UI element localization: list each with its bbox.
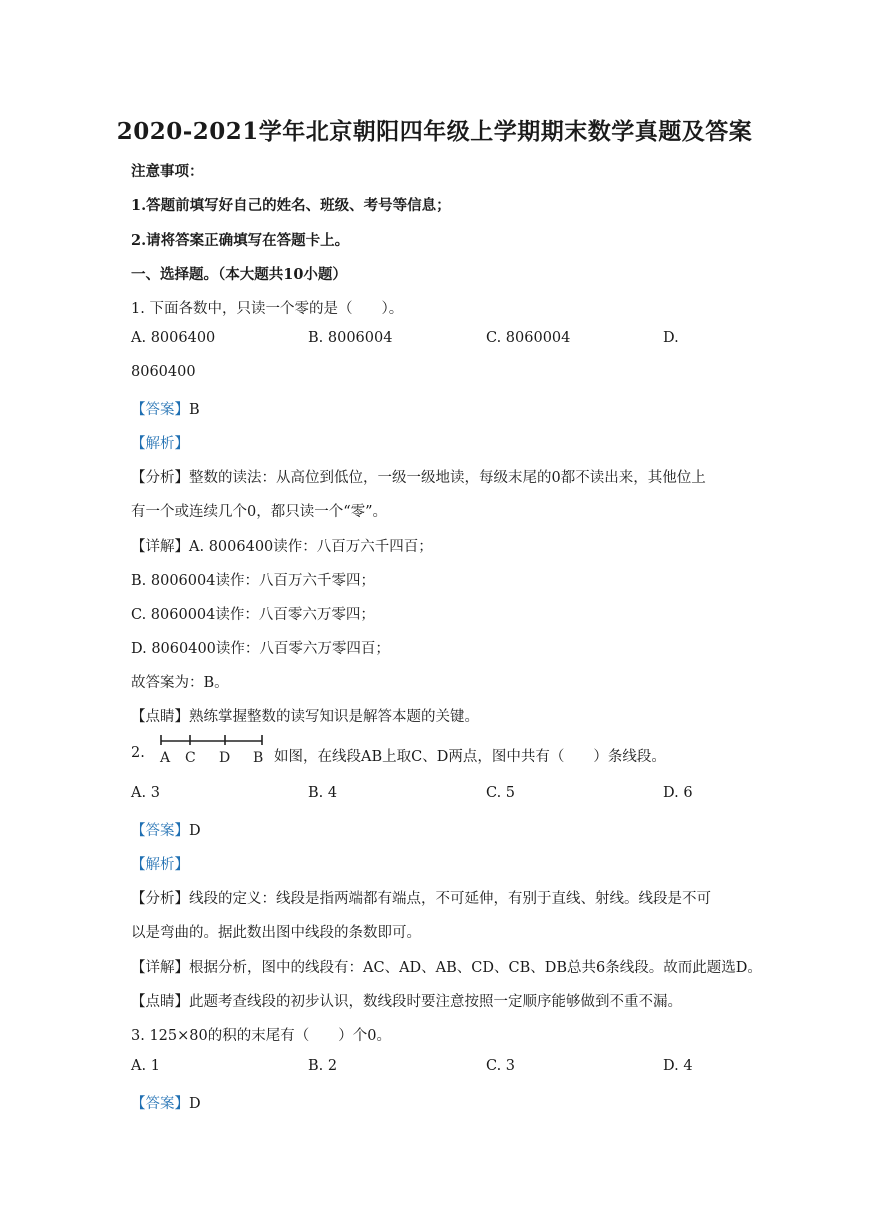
point-label-c: C — [185, 750, 196, 766]
answer-tag: 【答案】 — [131, 1096, 189, 1112]
q2-analysis-line-2: 以是弯曲的。据此数出图中线段的条数即可。 — [131, 925, 421, 941]
page-title: 2020-2021学年北京朝阳四年级上学期期末数学真题及答案 — [116, 118, 753, 145]
q3-answer — [131, 1092, 201, 1113]
q2-detail — [131, 956, 762, 977]
fenxi-text: 线段的定义：线段是指两端都有端点，不可延伸，有别于直线、射线。线段是不可 — [189, 891, 711, 907]
q1-detail-line-3: C. 8060004读作：八百零六万零四； — [131, 607, 375, 623]
q1-option-b: B. 8006004 — [308, 330, 393, 346]
q1-detail-line-2: B. 8006004读作：八百万六千零四； — [131, 573, 375, 589]
q3-option-a: A. 1 — [131, 1058, 160, 1074]
dianjing-text: 熟练掌握整数的读写知识是解答本题的关键。 — [189, 709, 479, 725]
q1-stem: 1. 下面各数中，只读一个零的是（ ）。 — [131, 301, 404, 317]
q2-number: 2. — [131, 745, 145, 761]
line-segment-figure — [158, 735, 268, 767]
xiangjie-text: 根据分析，图中的线段有：AC、AD、AB、CD、CB、DB总共6条线段。故而此题选D。 — [189, 960, 762, 976]
answer-tag: 【答案】 — [131, 823, 189, 839]
fenxi-text: 整数的读法：从高位到低位，一级一级地读，每级末尾的0都不读出来，其他位上 — [189, 470, 706, 486]
q3-option-b: B. 2 — [308, 1058, 338, 1074]
q1-option-d-value: 8060400 — [131, 364, 196, 380]
q2-option-b: B. 4 — [308, 785, 338, 801]
notice-item-2: 2.请将答案正确填写在答题卡上。 — [131, 232, 350, 249]
point-label-d: D — [219, 750, 231, 766]
answer-tag: 【答案】 — [131, 402, 189, 418]
q1-detail-line-1 — [131, 535, 433, 556]
xiangjie-tag: 【详解】 — [131, 960, 189, 976]
xiangjie-tag: 【详解】 — [131, 539, 189, 555]
q1-analysis-line-1 — [131, 466, 706, 487]
q1-conclusion: 故答案为：B。 — [131, 675, 229, 691]
q1-analysis-tag: 【解析】 — [131, 436, 189, 452]
answer-value: D — [189, 1096, 201, 1112]
answer-value: B — [189, 402, 200, 418]
notice-heading: 注意事项： — [131, 163, 204, 180]
dianjing-text: 此题考查线段的初步认识，数线段时要注意按照一定顺序能够做到不重不漏。 — [189, 994, 682, 1010]
q1-analysis-line-2: 有一个或连续几个0，都只读一个“零”。 — [131, 504, 388, 520]
q1-option-c: C. 8060004 — [486, 330, 571, 346]
q1-detail-line-4: D. 8060400读作：八百零六万零四百； — [131, 641, 390, 657]
fenxi-tag: 【分析】 — [131, 470, 189, 486]
q2-analysis-tag: 【解析】 — [131, 857, 189, 873]
dianjing-tag: 【点睛】 — [131, 994, 189, 1010]
xiangjie-text: A. 8006400读作：八百万六千四百； — [189, 539, 433, 555]
q3-option-c: C. 3 — [486, 1058, 516, 1074]
line-segment-svg — [158, 735, 268, 767]
fenxi-tag: 【分析】 — [131, 891, 189, 907]
q2-stem: 如图，在线段AB上取C、D两点，图中共有（ ）条线段。 — [274, 749, 666, 765]
q3-stem: 3. 125×80的积的末尾有（ ）个0。 — [131, 1028, 391, 1044]
q3-option-d: D. 4 — [663, 1058, 693, 1074]
q1-option-a: A. 8006400 — [131, 330, 216, 346]
q2-analysis-line-1 — [131, 887, 711, 908]
point-label-a: A — [160, 750, 171, 766]
q2-option-c: C. 5 — [486, 785, 516, 801]
q1-answer — [131, 398, 200, 419]
q2-comment — [131, 990, 682, 1011]
answer-value: D — [189, 823, 201, 839]
q1-option-d: D. — [663, 330, 679, 346]
point-label-b: B — [253, 750, 264, 766]
dianjing-tag: 【点睛】 — [131, 709, 189, 725]
q2-answer — [131, 819, 201, 840]
section-heading: 一、选择题。（本大题共10小题） — [131, 266, 347, 283]
q1-comment — [131, 705, 479, 726]
q2-option-d: D. 6 — [663, 785, 693, 801]
q2-option-a: A. 3 — [131, 785, 160, 801]
notice-item-1: 1.答题前填写好自己的姓名、班级、考号等信息； — [131, 197, 451, 214]
